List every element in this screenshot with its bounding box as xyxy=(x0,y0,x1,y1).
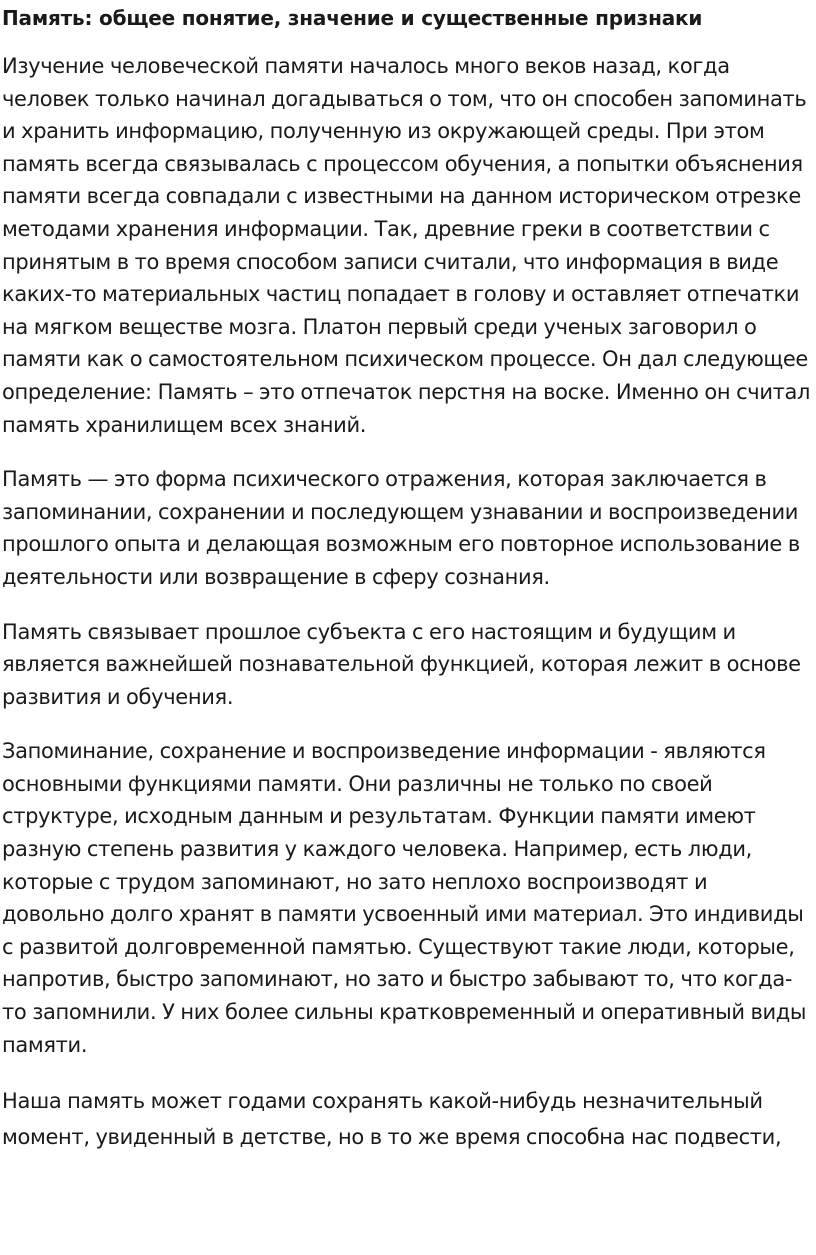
document-title: Память: общее понятие, значение и существенные признаки xyxy=(2,6,703,30)
paragraph-definition: Память — это форма психического отражения, которая заключается в запоминании, сохранении и последующем узнавании и воспроизведении прошлого опыта и делающая возможным его повторное использование в деятельности или возвращение в сферу сознания. xyxy=(2,467,800,589)
paragraph-functions: Запоминание, сохранение и воспроизведение информации - являются основными функциями памяти. Они различны не только по своей структуре, исходным данным и результатам. Функции памяти имеют разную степень развития у каждого человека. Например, есть люди, которые с трудом запоминают, но зато неплохо воспроизводят и довольно долго хранят в памяти усвоенный ими материал. Это индивиды с развитой долговременной памятью. Существуют такие люди, которые, напротив, быстро запоминают, но зато и быстро забывают то, что когда-то запомнили. У них более сильны кратковременный и оперативный виды памяти. xyxy=(2,739,807,1057)
paragraph-continuation: Наша память может годами сохранять какой-нибудь незначительный момент, увиденный в детстве, но в то же время способна нас подвести, xyxy=(2,1089,782,1150)
paragraph-history: Изучение человеческой памяти началось много веков назад, когда человек только начинал догадываться о том, что он способен запоминать и хранить информацию, полученную из окружающей среды. При этом память всегда связывалась с процессом обучения, а попытки объяснения памяти всегда совпадали с известными на данном историческом отрезке методами хранения информации. Так, древние греки в соответствии с принятым в то время способом записи считали, что информация в виде каких-то материальных частиц попадает в голову и оставляет отпечатки на мягком веществе мозга. Платон первый среди ученых заговорил о памяти как о самостоятельном психическом процессе. Он дал следующее определение: Память – это отпечаток перстня на воске. Именно он считал память хранилищем всех знаний. xyxy=(2,54,811,437)
paragraph-significance: Память связывает прошлое субъекта с его настоящим и будущим и является важнейшей познавательной функцией, которая лежит в основе развития и обучения. xyxy=(2,619,801,709)
